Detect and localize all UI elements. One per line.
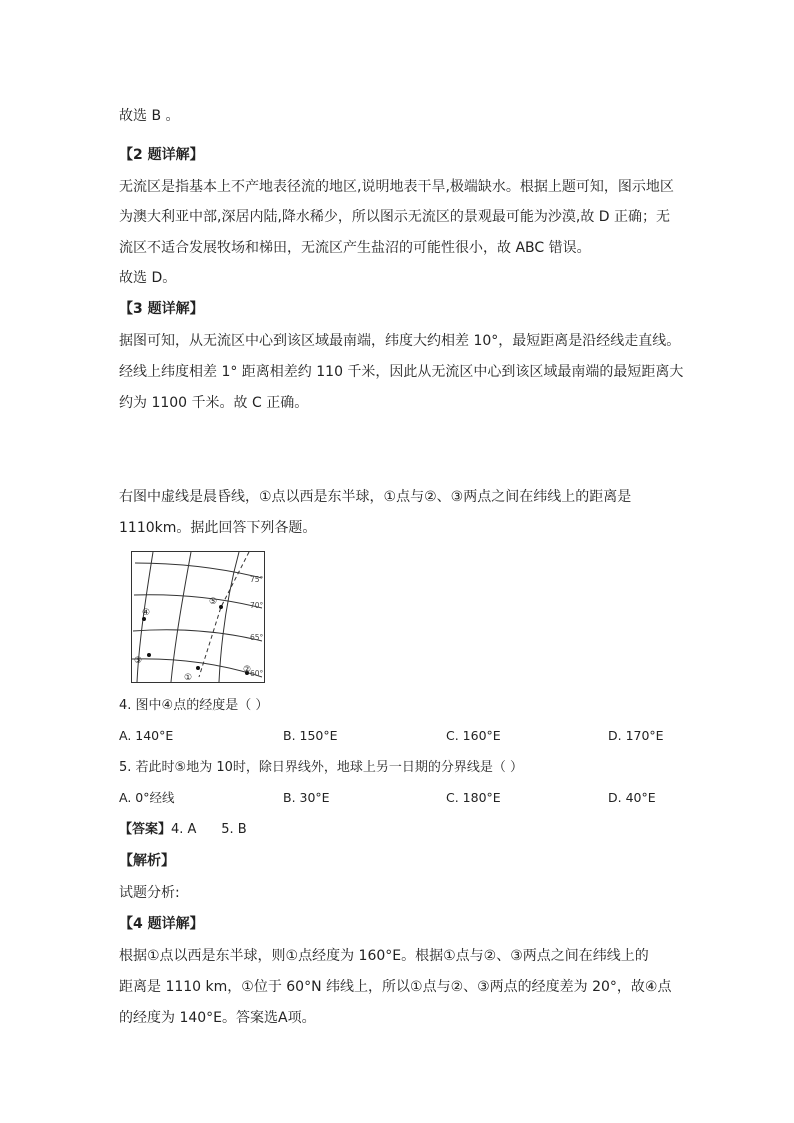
point-2-label: ② — [243, 665, 252, 675]
intro-line-2: 1110km。据此回答下列各题。 — [119, 520, 317, 536]
q5-option-d: D. 40°E — [608, 790, 656, 805]
intro-line-1: 右图中虚线是晨昏线，①点以西是东半球，①点与②、③两点之间在纬线上的距离是 — [119, 489, 632, 505]
answer-tag: 【答案】 — [119, 822, 172, 837]
q4-option-b: B. 150°E — [283, 728, 338, 743]
q5-stem: 5. 若此时⑤地为 10时，除日界线外，地球上另一日期的分界线是（ ） — [119, 760, 523, 775]
q5-option-c: C. 180°E — [446, 790, 501, 805]
lat-label-65: 65° — [250, 633, 264, 642]
point-5-dot — [219, 605, 223, 609]
prev-answer-line: 故选 B 。 — [119, 108, 180, 124]
q4-option-c: C. 160°E — [446, 728, 501, 743]
lat-label-60: 60° — [250, 669, 264, 678]
q2-explanation-line-2: 为澳大利亚中部,深居内陆,降水稀少，所以图示无流区的景观最可能为沙漠,故 D 正确；无 — [119, 209, 671, 225]
q4-stem: 4. 图中④点的经度是（ ） — [119, 698, 269, 713]
analysis-tag: 【解析】 — [119, 853, 175, 869]
lat-label-75: 75° — [250, 575, 264, 584]
point-3-dot — [147, 653, 151, 657]
point-3-label: ③ — [134, 656, 143, 666]
answer-text: 4. A 5. B — [171, 822, 247, 837]
q3-explanation-line-3: 约为 1100 千米。故 C 正确。 — [119, 395, 309, 411]
heading-q2-detail: 【2 题详解】 — [119, 147, 204, 163]
graticule-map — [131, 551, 265, 683]
q2-answer-line: 故选 D。 — [119, 270, 177, 286]
q4-explanation-line-2: 距离是 1110 km，①位于 60°N 纬线上，所以①点与②、③两点的经度差为 20°，故④点 — [119, 979, 672, 995]
q5-option-a: A. 0°经线 — [119, 790, 175, 805]
heading-q3-detail: 【3 题详解】 — [119, 301, 204, 317]
analysis-intro: 试题分析: — [119, 885, 180, 901]
answer-line — [119, 820, 247, 840]
lat-label-70: 70° — [250, 601, 264, 610]
point-1-dot — [196, 666, 200, 670]
point-5-label: ⑤ — [209, 597, 218, 607]
q4-option-d: D. 170°E — [608, 728, 664, 743]
q3-explanation-line-2: 经线上纬度相差 1° 距离相差约 110 千米，因此从无流区中心到该区域最南端的最短距离大 — [119, 364, 684, 380]
q3-explanation-line-1: 据图可知，从无流区中心到该区域最南端，纬度大约相差 10°，最短距离是沿经线走直线。 — [119, 333, 681, 349]
q4-explanation-line-1: 根据①点以西是东半球，则①点经度为 160°E。根据①点与②、③两点之间在纬线上的 — [119, 948, 649, 964]
q2-explanation-line-3: 流区不适合发展牧场和梯田，无流区产生盐沼的可能性很小，故 ABC 错误。 — [119, 240, 591, 256]
point-4-label: ④ — [142, 608, 151, 618]
q5-option-b: B. 30°E — [283, 790, 330, 805]
q4-option-a: A. 140°E — [119, 728, 174, 743]
q4-explanation-line-3: 的经度为 140°E。答案选A项。 — [119, 1010, 316, 1026]
point-1-label: ① — [184, 673, 193, 683]
q2-explanation-line-1: 无流区是指基本上不产地表径流的地区,说明地表干旱,极端缺水。根据上题可知，图示地区 — [119, 179, 674, 195]
heading-q4-detail: 【4 题详解】 — [119, 916, 204, 932]
